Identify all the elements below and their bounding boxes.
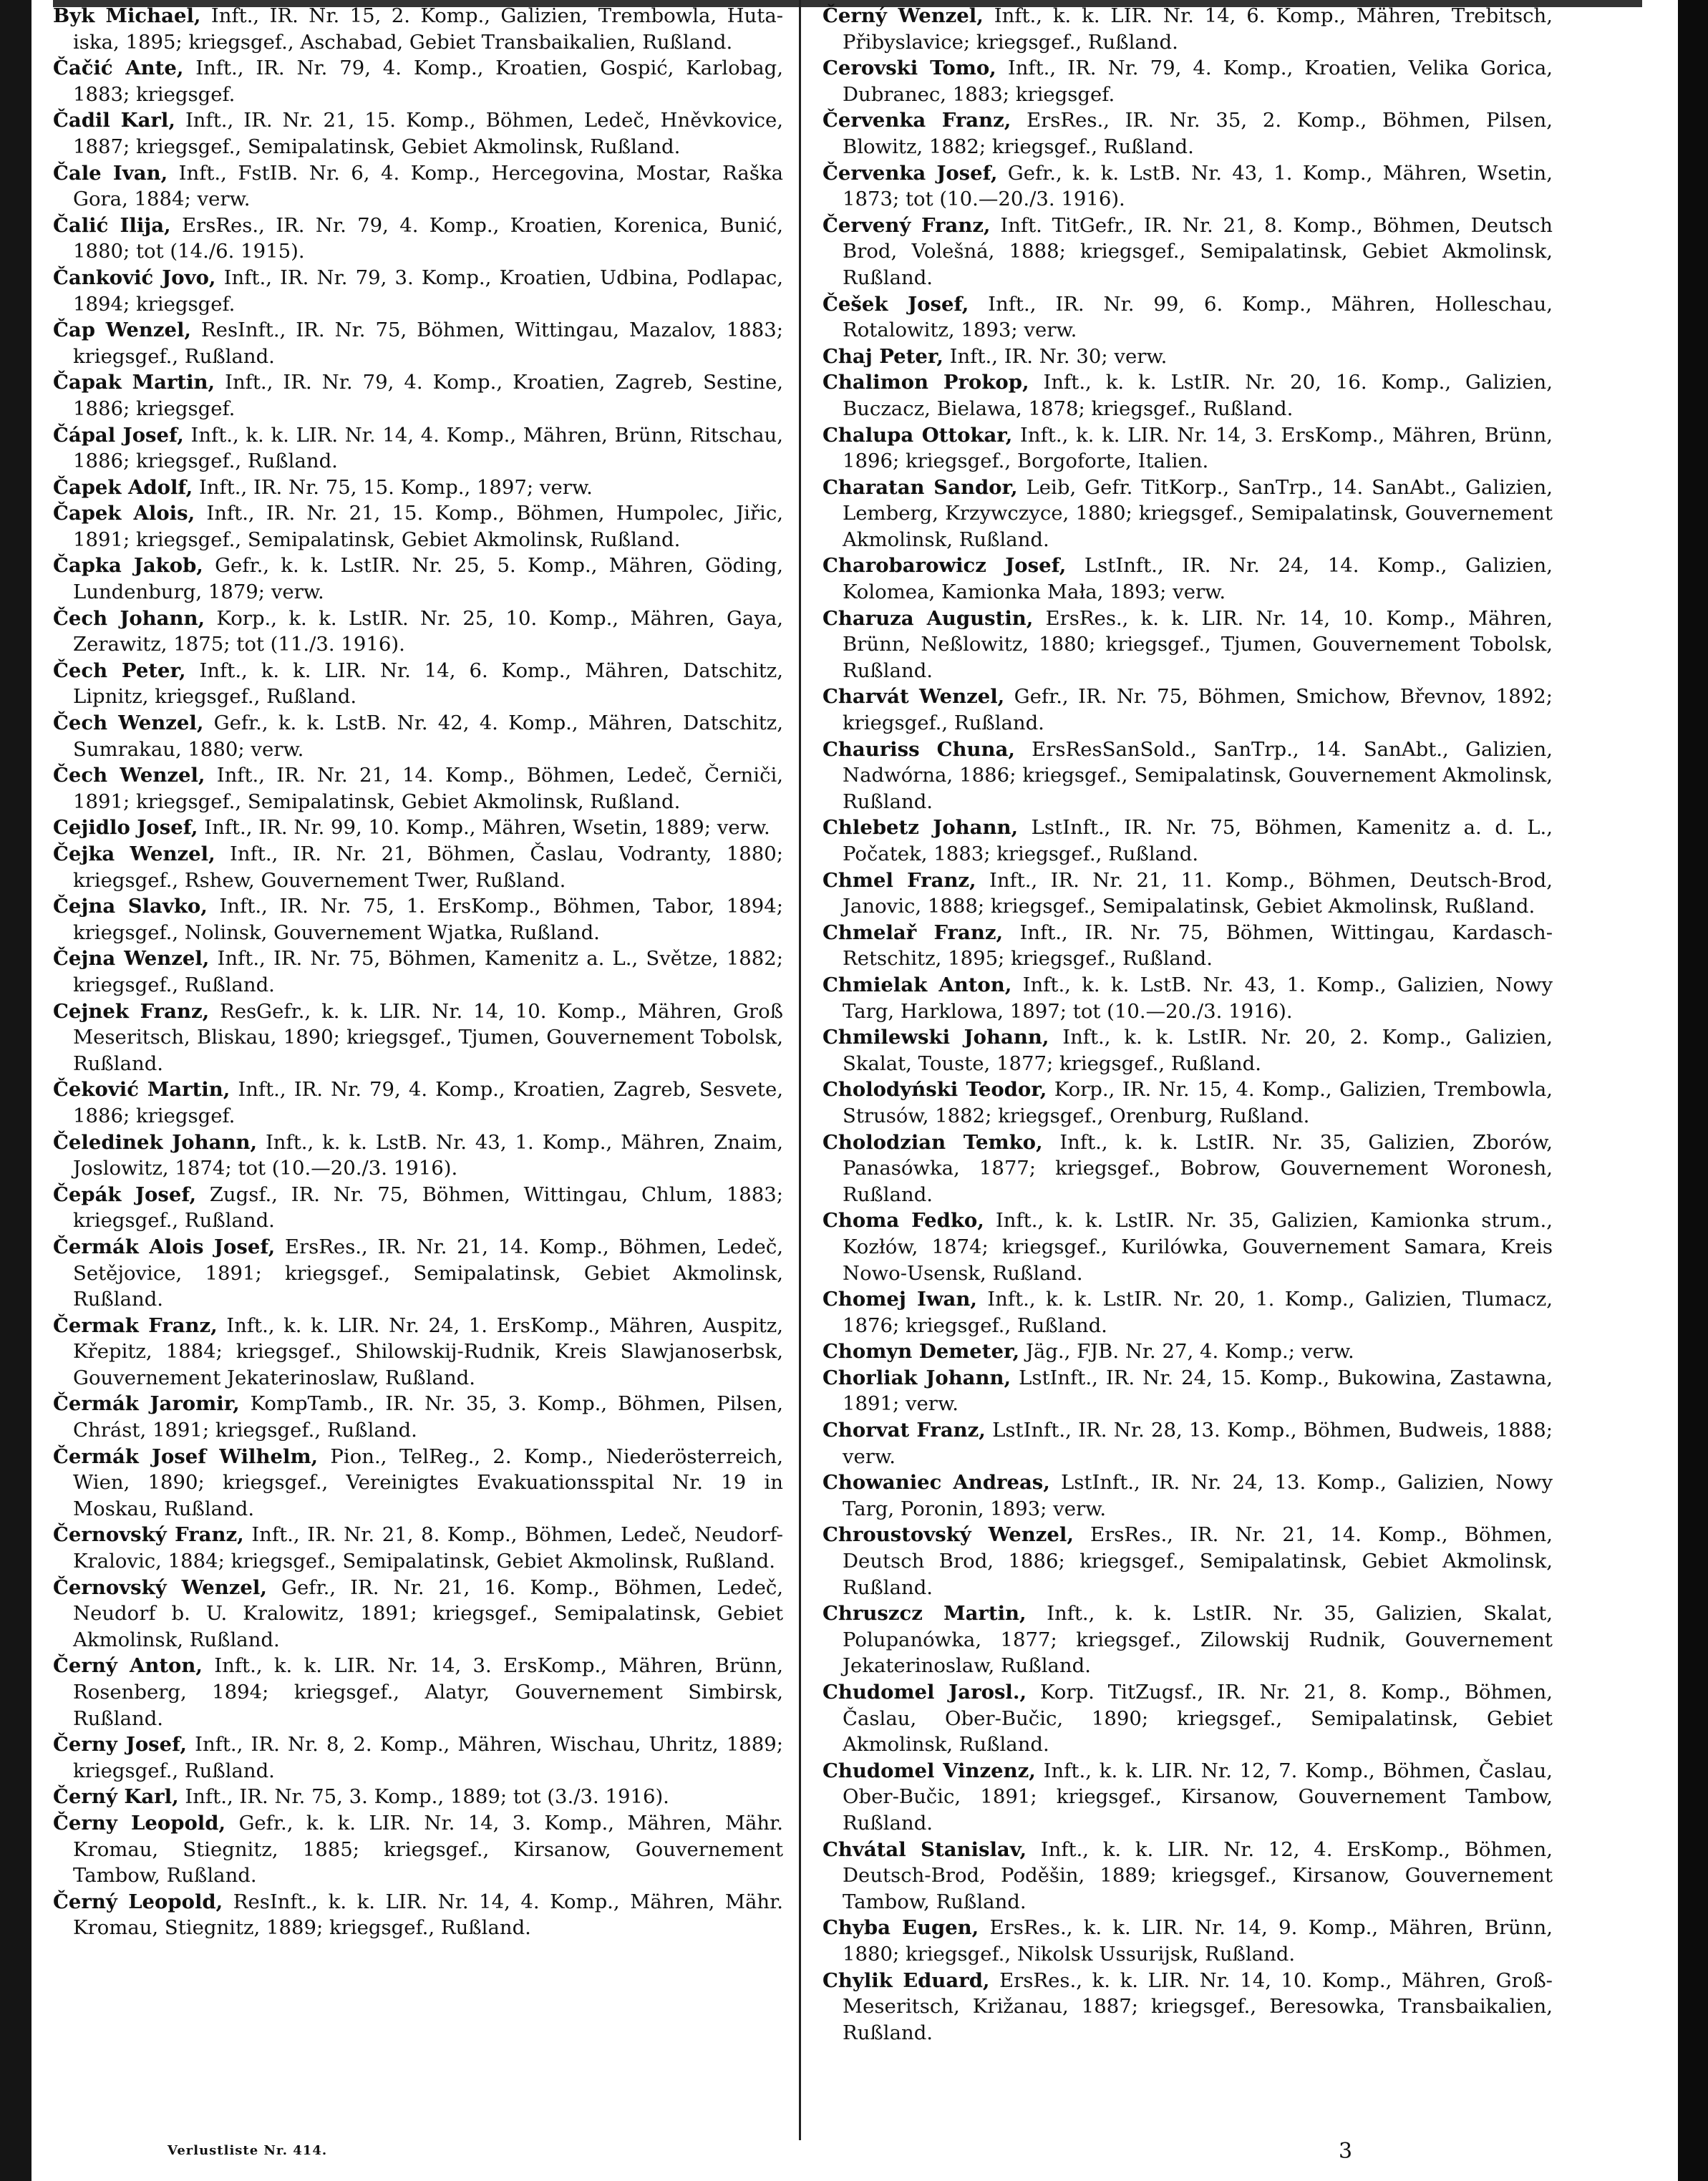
entry-name: Chorvat Franz, (823, 1419, 986, 1442)
entry-details: Inft., k. k. LIR. Nr. 14, 6. Komp., Mähren, Datschitz, Lipnitz, kriegsgef., Rußland. (73, 659, 783, 709)
entry-name: Chlebetz Johann, (823, 816, 1019, 840)
casualty-entry (823, 1024, 1553, 1077)
column-divider (799, 0, 801, 2140)
entry-name: Černý Karl, (53, 1785, 179, 1809)
entry-name: Čanković Jovo, (53, 266, 216, 289)
right-column (823, 3, 1553, 2046)
entry-details: Inft., IR. Nr. 75, Böhmen, Wittingau, Kardasch-Retschitz, 1895; kriegsgef., Rußland. (843, 921, 1553, 971)
entry-details: Inft., k. k. LstIR. Nr. 35, Galizien, Skalat, Polupanówka, 1877; kriegsgef., Zilowskij Rudnik, Gouvernement Jekaterinoslaw, Rußland. (843, 1602, 1553, 1678)
casualty-entry (53, 1784, 783, 1810)
entry-details: Inft., k. k. LIR. Nr. 14, 4. Komp., Mähren, Brünn, Ritschau, 1886; kriegsgef., Rußland. (73, 423, 783, 473)
casualty-entry (53, 946, 783, 998)
entry-details: Inft. TitGefr., IR. Nr. 21, 8. Komp., Böhmen, Deutsch Brod, Volešná, 1888; kriegsgef., Semipalatinsk, Gebiet Akmolinsk, Rußland. (843, 213, 1553, 289)
entry-details: Inft., IR. Nr. 75, 15. Komp., 1897; verw. (193, 475, 593, 499)
page-number: 3 (1339, 2139, 1353, 2164)
entry-name: Chomej Iwan, (823, 1288, 977, 1311)
casualty-entry (823, 920, 1553, 972)
entry-name: Charatan Sandor, (823, 475, 1018, 499)
entry-details: Inft., k. k. LIR. Nr. 24, 1. ErsKomp., Mähren, Auspitz, Křepitz, 1884; kriegsgef., Shilowskij-Rudnik, Kreis Slawjanoserbsk, Gouvernement Jekaterinoslaw, Rußland. (73, 1313, 784, 1389)
entry-name: Chaj Peter, (823, 344, 943, 368)
casualty-entry (823, 1915, 1553, 1967)
casualty-entry (53, 265, 783, 317)
entry-name: Čepák Josef, (53, 1182, 197, 1206)
casualty-entry (823, 553, 1553, 605)
entry-name: Chalupa Ottokar, (823, 423, 1013, 447)
casualty-entry (823, 344, 1553, 370)
casualty-entry (823, 1417, 1553, 1470)
casualty-entry (823, 1470, 1553, 1522)
casualty-entry (53, 1077, 783, 1129)
entry-details: ErsRes., k. k. LIR. Nr. 14, 10. Komp., Mähren, Groß-Meseritsch, Križanau, 1887; kriegsgef., Beresowka, Transbaikalien, Rußland. (843, 1968, 1553, 2044)
entry-name: Chowaniec Andreas, (823, 1471, 1050, 1495)
entry-details: ErsResSanSold., SanTrp., 14. SanAbt., Galizien, Nadwórna, 1886; kriegsgef., Semipalatinsk, Gouvernement Akmolinsk, Rußland. (843, 737, 1553, 813)
entry-name: Charuza Augustin, (823, 606, 1034, 630)
casualty-entry (823, 868, 1553, 920)
entry-name: Čapka Jakob, (53, 554, 203, 578)
entry-details: Korp. TitZugsf., IR. Nr. 21, 8. Komp., Böhmen, Časlau, Ober-Bučic, 1890; kriegsgef., Semipalatinsk, Gebiet Akmolinsk, Rußland. (843, 1681, 1553, 1757)
entry-name: Černovský Wenzel, (53, 1575, 267, 1599)
entry-name: Čačić Ante, (53, 57, 184, 80)
entry-name: Cerovski Tomo, (823, 57, 996, 80)
entry-name: Charobarowicz Josef, (823, 554, 1067, 578)
casualty-entry (53, 213, 783, 265)
casualty-entry (53, 55, 783, 107)
casualty-entry (53, 710, 783, 762)
casualty-entry (53, 1313, 783, 1391)
entry-details: Inft., IR. Nr. 75, Böhmen, Kamenitz a. L., Světze, 1882; kriegsgef., Rußland. (73, 947, 783, 996)
casualty-entry (53, 1130, 783, 1182)
casualty-entry (53, 658, 783, 710)
entry-details: Inft., k. k. LstIR. Nr. 20, 2. Komp., Galizien, Skalat, Touste, 1877; kriegsgef., Rußland. (843, 1026, 1553, 1075)
entry-details: Inft., k. k. LIR. Nr. 12, 7. Komp., Böhmen, Časlau, Ober-Bučic, 1891; kriegsgef., Kirsanow, Gouvernement Tambow, Rußland. (843, 1759, 1553, 1835)
entry-details: Korp., IR. Nr. 15, 4. Komp., Galizien, Trembowla, Strusów, 1882; kriegsgef., Orenburg, Rußland. (843, 1078, 1553, 1127)
entry-details: ErsRes., k. k. LIR. Nr. 14, 10. Komp., Mähren, Brünn, Neßlowitz, 1880; kriegsgef., Tjumen, Gouvernement Tobolsk, Rußland. (843, 606, 1553, 682)
casualty-entry (823, 213, 1553, 291)
casualty-entry (53, 815, 783, 841)
entry-details: ErsRes., IR. Nr. 21, 14. Komp., Böhmen, Ledeč, Setějovice, 1891; kriegsgef., Semipalatinsk, Gebiet Akmolinsk, Rußland. (73, 1235, 783, 1311)
entry-name: Chmel Franz, (823, 868, 976, 892)
entry-name: Cejnek Franz, (53, 999, 210, 1023)
entry-name: Čech Wenzel, (53, 764, 205, 787)
entry-details: Inft., k. k. LIR. Nr. 14, 3. ErsKomp., Mähren, Brünn, 1896; kriegsgef., Borgoforte, Italien. (843, 423, 1553, 473)
entry-details: Korp., k. k. LstIR. Nr. 25, 10. Komp., Mähren, Gaya, Zerawitz, 1875; tot (11./3. 1916). (73, 606, 783, 656)
entry-name: Chomyn Demeter, (823, 1340, 1020, 1364)
entry-details: Inft., IR. Nr. 21, 15. Komp., Böhmen, Ledeč, Hněvkovice, 1887; kriegsgef., Semipalatinsk, Gebiet Akmolinsk, Rußland. (73, 109, 783, 158)
casualty-entry (823, 160, 1553, 213)
casualty-entry (53, 475, 783, 501)
entry-details: Inft., IR. Nr. 79, 4. Komp., Kroatien, Zagreb, Sesvete, 1886; kriegsgef. (73, 1078, 783, 1127)
entry-name: Čap Wenzel, (53, 319, 191, 342)
entry-name: Čejna Wenzel, (53, 947, 210, 971)
casualty-entry (53, 1182, 783, 1234)
entry-name: Chroustovský Wenzel, (823, 1523, 1074, 1547)
entry-details: Inft., IR. Nr. 8, 2. Komp., Mähren, Wischau, Uhritz, 1889; kriegsgef., Rußland. (73, 1733, 783, 1782)
entry-name: Čale Ivan, (53, 161, 168, 185)
entry-name: Černovský Franz, (53, 1523, 244, 1547)
entry-details: Gefr., k. k. LIR. Nr. 14, 3. Komp., Mähren, Mähr. Kromau, Stiegnitz, 1885; kriegsgef., Kirsanow, Gouvernement Tambow, Rußland. (73, 1811, 783, 1888)
entry-name: Cejidlo Josef, (53, 816, 198, 840)
entry-details: Inft., k. k. LIR. Nr. 12, 4. ErsKomp., Böhmen, Deutsch-Brod, Poděšin, 1889; kriegsgef., Kirsanow, Gouvernement Tambow, Rußland. (843, 1837, 1553, 1913)
entry-details: Inft., IR. Nr. 75, 1. ErsKomp., Böhmen, Tabor, 1894; kriegsgef., Nolinsk, Gouvernement Wjatka, Rußland. (73, 895, 783, 944)
entry-details: Inft., k. k. LstIR. Nr. 35, Galizien, Zborów, Panasówka, 1877; kriegsgef., Bobrow, Gouvernement Woronesh, Rußland. (843, 1130, 1553, 1206)
entry-name: Černý Leopold, (53, 1890, 223, 1913)
entry-details: Jäg., FJB. Nr. 27, 4. Komp.; verw. (1019, 1340, 1354, 1364)
entry-name: Čapek Adolf, (53, 475, 193, 499)
scan-dark-edge (0, 0, 31, 2181)
entry-name: Chruszcz Martin, (823, 1602, 1027, 1626)
entry-details: Inft., k. k. LstB. Nr. 43, 1. Komp., Galizien, Nowy Targ, Harklowa, 1897; tot (10.—20./3. 1916). (843, 973, 1553, 1023)
entry-details: ErsRes., IR. Nr. 35, 2. Komp., Böhmen, Pilsen, Blowitz, 1882; kriegsgef., Rußland. (843, 109, 1553, 158)
entry-name: Chmielak Anton, (823, 973, 1012, 996)
entry-name: Čeledinek Johann, (53, 1130, 258, 1154)
casualty-entry (53, 1810, 783, 1889)
entry-details: Gefr., k. k. LstIR. Nr. 25, 5. Komp., Mähren, Göding, Lundenburg, 1879; verw. (73, 554, 783, 604)
entry-details: Inft., IR. Nr. 99, 10. Komp., Mähren, Wsetin, 1889; verw. (198, 816, 770, 840)
entry-name: Čech Wenzel, (53, 711, 204, 735)
casualty-entry (53, 893, 783, 946)
entry-details: ResInft., IR. Nr. 75, Böhmen, Wittingau, Mazalov, 1883; kriegsgef., Rußland. (73, 319, 783, 368)
entry-name: Čapak Martin, (53, 371, 215, 394)
casualty-entry (53, 3, 783, 55)
entry-details: ResInft., k. k. LIR. Nr. 14, 4. Komp., Mähren, Mähr. Kromau, Stiegnitz, 1889; kriegsgef., Rußland. (73, 1890, 784, 1940)
casualty-entry (823, 1130, 1553, 1208)
entry-details: LstInft., IR. Nr. 28, 13. Komp., Böhmen, Budweis, 1888; verw. (843, 1419, 1553, 1468)
entry-name: Chudomel Jarosl., (823, 1681, 1027, 1704)
casualty-entry (823, 422, 1553, 475)
casualty-entry (823, 291, 1553, 344)
entry-name: Černý Wenzel, (823, 4, 984, 27)
entry-name: Byk Michael, (53, 4, 201, 27)
entry-name: Červený Franz, (823, 213, 991, 237)
document-page (31, 0, 1678, 2181)
entry-name: Čermák Alois Josef, (53, 1235, 276, 1258)
entry-name: Černy Josef, (53, 1733, 187, 1757)
casualty-entry (53, 500, 783, 553)
entry-name: Choma Fedko, (823, 1209, 984, 1233)
entry-details: Inft., FstIB. Nr. 6, 4. Komp., Hercegovina, Mostar, Raška Gora, 1884; verw. (73, 161, 783, 211)
entry-name: Čapek Alois, (53, 502, 195, 525)
casualty-entry (823, 1522, 1553, 1600)
entry-details: KompTamb., IR. Nr. 35, 3. Komp., Böhmen, Pilsen, Chrást, 1891; kriegsgef., Rußland. (73, 1392, 783, 1442)
entry-details: Inft., IR. Nr. 79, 4. Komp., Kroatien, Velika Gorica, Dubranec, 1883; kriegsgef. (843, 57, 1553, 106)
casualty-entry (53, 1653, 783, 1731)
entry-details: Zugsf., IR. Nr. 75, Böhmen, Wittingau, Chlum, 1883; kriegsgef., Rußland. (73, 1182, 783, 1233)
casualty-entry (53, 422, 783, 475)
entry-name: Čalić Ilija, (53, 213, 171, 237)
entry-details: Inft., k. k. LstIR. Nr. 20, 1. Komp., Galizien, Tlumacz, 1876; kriegsgef., Rußland. (843, 1288, 1553, 1337)
entry-details: Inft., IR. Nr. 79, 3. Komp., Kroatien, Udbina, Podlapac, 1894; kriegsgef. (73, 266, 783, 316)
entry-name: Chudomel Vinzenz, (823, 1759, 1036, 1782)
entry-name: Chylik Eduard, (823, 1968, 990, 1992)
entry-name: Čermák Josef Wilhelm, (53, 1444, 319, 1468)
entry-name: Cholodyński Teodor, (823, 1078, 1047, 1102)
entry-name: Čeković Martin, (53, 1078, 231, 1102)
casualty-entry (823, 684, 1553, 736)
entry-details: Inft., IR. Nr. 21, 15. Komp., Böhmen, Humpolec, Jiřic, 1891; kriegsgef., Semipalatinsk, Gebiet Akmolinsk, Rußland. (73, 502, 783, 551)
list-number-note: Verlustliste Nr. 414. (168, 2143, 328, 2158)
entry-name: Čermak Franz, (53, 1313, 218, 1337)
casualty-entry (823, 1968, 1553, 2046)
entry-details: ErsRes., IR. Nr. 21, 14. Komp., Böhmen, Deutsch Brod, 1886; kriegsgef., Semipalatinsk, Gebiet Akmolinsk, Rußland. (843, 1523, 1553, 1599)
entry-name: Češek Josef, (823, 292, 969, 316)
entry-details: Inft., IR. Nr. 30; verw. (943, 344, 1168, 368)
entry-details: Inft., k. k. LstB. Nr. 43, 1. Komp., Mähren, Znaim, Joslowitz, 1874; tot (10.—20./3. 1916). (73, 1130, 783, 1180)
entry-name: Chmilewski Johann, (823, 1026, 1049, 1049)
casualty-entry (53, 606, 783, 658)
entry-details: Inft., k. k. LIR. Nr. 14, 6. Komp., Mähren, Trebitsch, Přibyslavice; kriegsgef., Rußland. (843, 4, 1553, 54)
casualty-entry (53, 369, 783, 422)
casualty-entry (823, 1365, 1553, 1417)
entry-name: Čadil Karl, (53, 109, 175, 132)
entry-details: Inft., IR. Nr. 21, 8. Komp., Böhmen, Ledeč, Neudorf-Kralovic, 1884; kriegsgef., Semipalatinsk, Gebiet Akmolinsk, Rußland. (73, 1523, 783, 1573)
entry-details: Inft., IR. Nr. 79, 4. Komp., Kroatien, Zagreb, Sestine, 1886; kriegsgef. (73, 371, 783, 420)
left-column (53, 3, 783, 1941)
casualty-entry (823, 1286, 1553, 1339)
entry-details: ErsRes., IR. Nr. 79, 4. Komp., Kroatien, Korenica, Bunić, 1880; tot (14./6. 1915). (73, 213, 783, 263)
casualty-entry (53, 317, 783, 369)
entry-name: Červenka Franz, (823, 109, 1011, 132)
entry-details: Leib, Gefr. TitKorp., SanTrp., 14. SanAbt., Galizien, Lemberg, Krzywczyce, 1880; kriegsgef., Semipalatinsk, Gouvernement Akmolinsk, Rußland. (843, 475, 1553, 551)
casualty-entry (823, 369, 1553, 422)
casualty-entry (823, 1600, 1553, 1679)
entry-details: Inft., IR. Nr. 21, 11. Komp., Böhmen, Deutsch-Brod, Janovic, 1888; kriegsgef., Semipalatinsk, Gebiet Akmolinsk, Rußland. (843, 868, 1553, 918)
casualty-entry (823, 55, 1553, 107)
entry-details: ErsRes., k. k. LIR. Nr. 14, 9. Komp., Mähren, Brünn, 1880; kriegsgef., Nikolsk Ussurijsk, Rußland. (843, 1916, 1553, 1966)
casualty-entry (823, 475, 1553, 553)
entry-name: Chyba Eugen, (823, 1916, 979, 1940)
entry-details: LstInft., IR. Nr. 24, 14. Komp., Galizien, Kolomea, Kamionka Mała, 1893; verw. (843, 554, 1553, 604)
entry-details: Gefr., IR. Nr. 21, 16. Komp., Böhmen, Ledeč, Neudorf b. U. Kralowitz, 1891; kriegsgef., Semipalatinsk, Gebiet Akmolinsk, Rußland. (73, 1575, 783, 1651)
entry-details: Gefr., IR. Nr. 75, Böhmen, Smichow, Břevnov, 1892; kriegsgef., Rußland. (843, 685, 1553, 735)
entry-details: Inft., IR. Nr. 99, 6. Komp., Mähren, Holleschau, Rotalowitz, 1893; verw. (843, 292, 1553, 342)
entry-details: Pion., TelReg., 2. Komp., Niederösterreich, Wien, 1890; kriegsgef., Vereinigtes Evakuationsspital Nr. 19 in Moskau, Rußland. (73, 1444, 783, 1520)
casualty-entry (53, 762, 783, 815)
entry-name: Čejna Slavko, (53, 895, 208, 918)
casualty-entry (53, 107, 783, 160)
entry-details: ResGefr., k. k. LIR. Nr. 14, 10. Komp., Mähren, Groß Meseritsch, Bliskau, 1890; kriegsgef., Tjumen, Gouvernement Tobolsk, Rußland. (73, 999, 783, 1075)
casualty-entry (823, 1339, 1553, 1365)
entry-name: Charvát Wenzel, (823, 685, 1005, 709)
entry-details: LstInft., IR. Nr. 75, Böhmen, Kamenitz a. d. L., Počatek, 1883; kriegsgef., Rußland. (843, 816, 1553, 865)
entry-name: Chmelař Franz, (823, 921, 1004, 944)
casualty-entry (53, 1391, 783, 1443)
casualty-entry (53, 999, 783, 1077)
entry-details: LstInft., IR. Nr. 24, 13. Komp., Galizien, Nowy Targ, Poronin, 1893; verw. (843, 1471, 1553, 1520)
entry-details: Inft., IR. Nr. 21, Böhmen, Časlau, Vodranty, 1880; kriegsgef., Rshew, Gouvernement Twer, Rußland. (73, 842, 783, 892)
entry-name: Červenka Josef, (823, 161, 998, 185)
casualty-entry (823, 972, 1553, 1024)
casualty-entry (823, 1679, 1553, 1758)
casualty-entry (823, 3, 1553, 55)
casualty-entry (823, 606, 1553, 684)
entry-details: Gefr., k. k. LstB. Nr. 43, 1. Komp., Mähren, Wsetin, 1873; tot (10.—20./3. 1916). (843, 161, 1553, 211)
casualty-entry (53, 1444, 783, 1522)
entry-details: Gefr., k. k. LstB. Nr. 42, 4. Komp., Mähren, Datschitz, Sumrakau, 1880; verw. (73, 711, 783, 761)
casualty-entry (823, 815, 1553, 867)
casualty-entry (53, 1234, 783, 1313)
entry-name: Chalimon Prokop, (823, 371, 1029, 394)
entry-name: Čejka Wenzel, (53, 842, 215, 865)
entry-details: Inft., k. k. LstIR. Nr. 35, Galizien, Kamionka strum., Kozłów, 1874; kriegsgef., Kurilówka, Gouvernement Samara, Kreis Nowo-Usensk, Rußland. (843, 1209, 1553, 1285)
entry-details: Inft., IR. Nr. 21, 14. Komp., Böhmen, Ledeč, Černiči, 1891; kriegsgef., Semipalatinsk, Gebiet Akmolinsk, Rußland. (73, 764, 784, 813)
entry-name: Čermák Jaromir, (53, 1392, 240, 1416)
entry-details: Inft., IR. Nr. 15, 2. Komp., Galizien, Trembowla, Huta-iska, 1895; kriegsgef., Aschabad, Gebiet Transbaikalien, Rußland. (73, 4, 784, 54)
entry-name: Chauriss Chuna, (823, 737, 1015, 761)
casualty-entry (823, 1758, 1553, 1837)
entry-name: Čápal Josef, (53, 423, 184, 447)
entry-name: Černý Anton, (53, 1654, 203, 1678)
entry-details: Inft., IR. Nr. 75, 3. Komp., 1889; tot (3./3. 1916). (178, 1785, 669, 1809)
entry-details: LstInft., IR. Nr. 24, 15. Komp., Bukowina, Zastawna, 1891; verw. (843, 1366, 1553, 1416)
casualty-entry (823, 1077, 1553, 1129)
entry-details: Inft., k. k. LstIR. Nr. 20, 16. Komp., Galizien, Buczacz, Bielawa, 1878; kriegsgef., Rußland. (843, 371, 1553, 420)
casualty-entry (53, 1889, 783, 1941)
entry-name: Černy Leopold, (53, 1811, 226, 1835)
entry-name: Čech Johann, (53, 606, 205, 630)
entry-details: Inft., k. k. LIR. Nr. 14, 3. ErsKomp., Mähren, Brünn, Rosenberg, 1894; kriegsgef., Alatyr, Gouvernement Simbirsk, Rußland. (73, 1654, 783, 1730)
entry-name: Cholodzian Temko, (823, 1130, 1043, 1154)
casualty-entry (823, 1837, 1553, 1915)
casualty-entry (53, 1575, 783, 1653)
entry-details: Inft., IR. Nr. 79, 4. Komp., Kroatien, Gospić, Karlobag, 1883; kriegsgef. (73, 57, 783, 106)
casualty-entry (823, 107, 1553, 160)
casualty-entry (53, 841, 783, 893)
casualty-entry (53, 1522, 783, 1574)
entry-name: Chvátal Stanislav, (823, 1837, 1027, 1861)
casualty-entry (53, 160, 783, 213)
casualty-entry (53, 1731, 783, 1784)
entry-name: Chorliak Johann, (823, 1366, 1011, 1389)
casualty-entry (823, 1208, 1553, 1286)
casualty-entry (823, 737, 1553, 815)
casualty-entry (53, 553, 783, 605)
entry-name: Čech Peter, (53, 659, 186, 682)
